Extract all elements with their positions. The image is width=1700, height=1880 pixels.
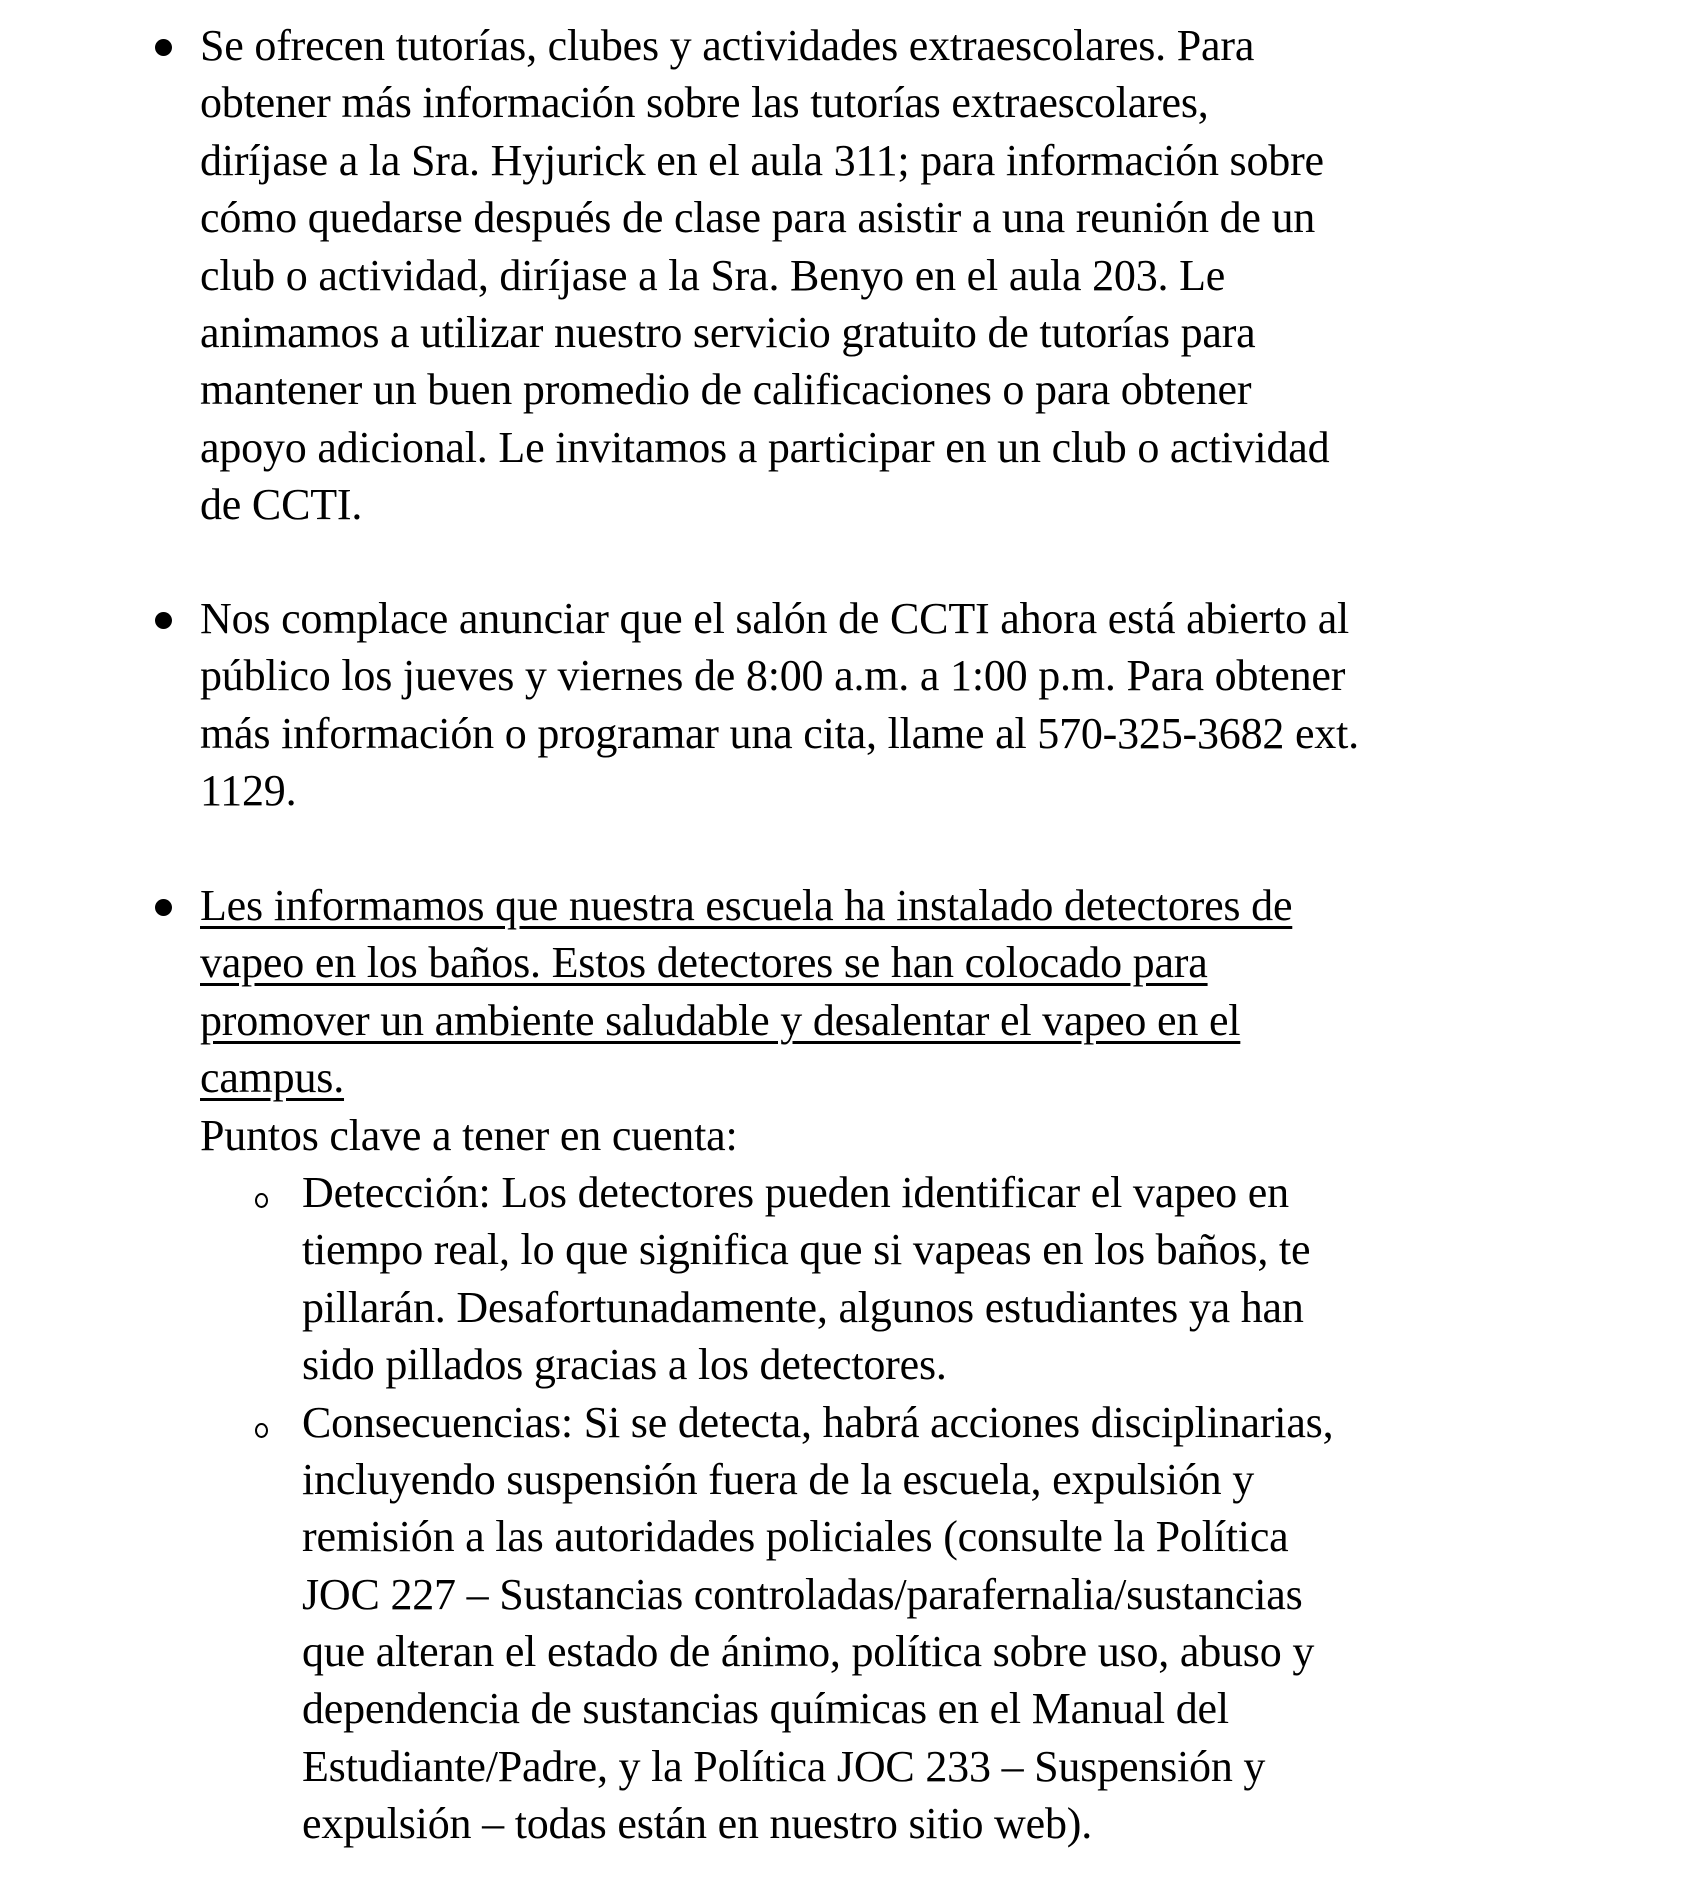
text-line: Les informamos que nuestra escuela ha instalado detectores de: [200, 881, 1293, 930]
text-line: campus.: [200, 1053, 345, 1103]
text-line: pillarán. Desafortunadamente, algunos estudiantes ya han: [302, 1282, 1304, 1332]
text-line: sido pillados gracias a los detectores.: [302, 1340, 947, 1390]
text-line: tiempo real, lo que significa que si vapeas en los baños, te: [302, 1225, 1311, 1275]
sub-bullet-icon: [255, 1193, 268, 1208]
text-line: incluyendo suspensión fuera de la escuela, expulsión y: [302, 1454, 1255, 1504]
text-line: dependencia de sustancias químicas en el Manual del: [302, 1684, 1229, 1734]
bullet-item-tutoring: [200, 17, 1620, 534]
text-line: promover un ambiente saludable y desalentar el vapeo en el: [200, 995, 1241, 1045]
text-line: de CCTI.: [200, 480, 363, 530]
text-line: Se ofrecen tutorías, clubes y actividades extraescolares. Para: [200, 21, 1255, 70]
bullet-item-salon: [200, 590, 1620, 820]
text-line: remisión a las autoridades policiales (consulte la Política: [302, 1512, 1289, 1562]
text-line: JOC 227 – Sustancias controladas/parafernalia/sustancias: [302, 1569, 1303, 1619]
bullet-icon: [155, 899, 172, 916]
text-line: 1129.: [200, 766, 297, 816]
text-line: mantener un buen promedio de calificaciones o para obtener: [200, 365, 1252, 415]
text-line: expulsión – todas están en nuestro sitio web).: [302, 1799, 1092, 1849]
text-line: obtener más información sobre las tutorías extraescolares,: [200, 78, 1209, 128]
text-line: más información o programar una cita, llame al 570-325-3682 ext.: [200, 708, 1359, 758]
text-line: vapeo en los baños. Estos detectores se han colocado para: [200, 938, 1208, 988]
text-line: cómo quedarse después de clase para asistir a una reunión de un: [200, 193, 1316, 243]
bullet-icon: [155, 39, 172, 56]
underlined-announcement: [200, 877, 1620, 1107]
text-line: apoyo adicional. Le invitamos a participar en un club o actividad: [200, 422, 1330, 472]
text-line: Nos complace anunciar que el salón de CCTI ahora está abierto al: [200, 594, 1350, 643]
sub-bullet-icon: [255, 1423, 268, 1438]
text-line: Detección: Los detectores pueden identificar el vapeo en: [302, 1167, 1289, 1217]
text-line: club o actividad, diríjase a la Sra. Benyo en el aula 203. Le: [200, 250, 1226, 300]
text-line: que alteran el estado de ánimo, política sobre uso, abuso y: [302, 1627, 1315, 1677]
sub-bullet-detection: [302, 1164, 1622, 1394]
sub-bullet-consequences: [302, 1394, 1622, 1853]
text-line: diríjase a la Sra. Hyjurick en el aula 311; para información sobre: [200, 135, 1324, 185]
text-line: Consecuencias: Si se detecta, habrá acciones disciplinarias,: [302, 1397, 1334, 1447]
text-line: animamos a utilizar nuestro servicio gratuito de tutorías para: [200, 307, 1256, 357]
bullet-icon: [155, 612, 172, 629]
key-points-intro: Puntos clave a tener en cuenta:: [200, 1110, 738, 1160]
text-line: Estudiante/Padre, y la Política JOC 233 – Suspensión y: [302, 1741, 1266, 1791]
text-line: público los jueves y viernes de 8:00 a.m. a 1:00 p.m. Para obtener: [200, 651, 1346, 701]
bullet-item-vape-detectors: [200, 877, 1620, 1853]
